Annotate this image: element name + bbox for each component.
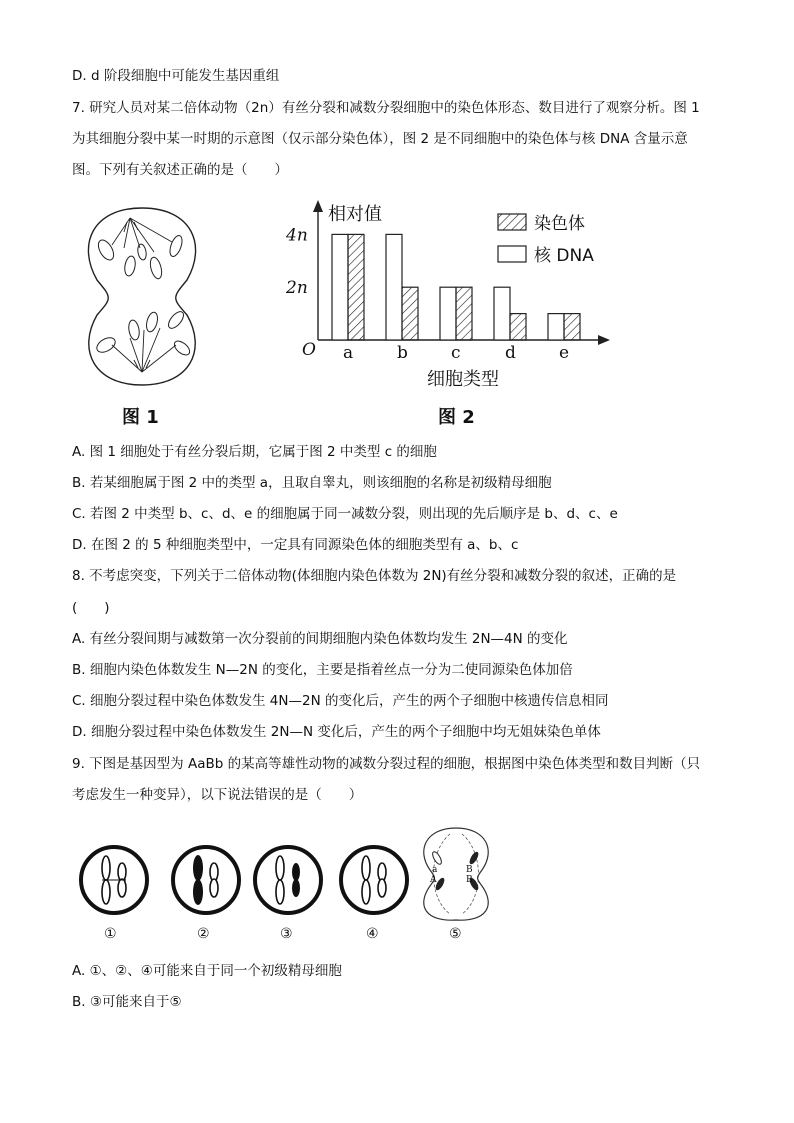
bar-dna-e [548, 314, 564, 340]
y-axis-label: 相对值 [328, 204, 382, 225]
q8-option-a: A. 有丝分裂间期与减数第一次分裂前的间期细胞内染色体数均发生 2N—4N 的变化 [72, 631, 568, 647]
q7-option-c: C. 若图 2 中类型 b、c、d、e 的细胞属于同一减数分裂，则出现的先后顺序是 b、d、c、e [72, 506, 618, 522]
legend-label-dna: 核 DNA [534, 246, 594, 266]
cell-label-2: ② [197, 926, 210, 942]
x-tick-label-d: d [505, 343, 516, 363]
q9-cell-figures [78, 822, 498, 922]
q8-option-d: D. 细胞分裂过程中染色体数发生 2N—N 变化后，产生的两个子细胞中均无姐妹染色单体 [72, 724, 601, 740]
bar-dna-c [440, 287, 456, 340]
x-tick-label-b: b [397, 343, 408, 363]
x-tick-label-c: c [451, 343, 461, 363]
q6-option-d: D. d 阶段细胞中可能发生基因重组 [72, 68, 280, 84]
bar-chromosome-d [510, 314, 526, 340]
bar-chromosome-a [348, 234, 364, 340]
q8-stem-line1: 8. 不考虑突变，下列关于二倍体动物(体细胞内染色体数为 2N)有丝分裂和减数分裂的叙述，正确的是 [72, 568, 677, 584]
figure-1-label: 图 1 [122, 407, 159, 428]
legend-swatch-chromosome [498, 214, 526, 230]
origin-label: O [302, 340, 316, 360]
bar-dna-d [494, 287, 510, 340]
gene-label-B-lower: B [466, 875, 473, 885]
x-axis-arrow [598, 335, 610, 345]
cell-label-1: ① [104, 926, 117, 942]
bar-dna-b [386, 234, 402, 340]
cell-1 [81, 847, 147, 913]
cell-5 [424, 828, 488, 920]
x-axis-label: 细胞类型 [427, 369, 499, 390]
legend-label-chromosome: 染色体 [534, 214, 585, 234]
cell-label-3: ③ [280, 926, 293, 942]
gene-label-A: A [430, 875, 437, 885]
gene-label-a: a [432, 865, 438, 875]
gene-label-B-upper: B [466, 865, 473, 875]
q7-option-a: A. 图 1 细胞处于有丝分裂后期，它属于图 2 中类型 c 的细胞 [72, 444, 437, 460]
q8-option-b: B. 细胞内染色体数发生 N—2N 的变化，主要是指着丝点一分为二使同源染色体加倍 [72, 662, 573, 678]
q7-option-d: D. 在图 2 的 5 种细胞类型中，一定具有同源染色体的细胞类型有 a、b、c [72, 537, 519, 553]
x-tick-label-e: e [559, 343, 570, 363]
y-tick-label: 2n [286, 278, 308, 299]
q7-stem-line2: 为其细胞分裂中某一时期的示意图（仅示部分染色体），图 2 是不同细胞中的染色体与核 DNA 含量示意 [72, 131, 688, 147]
cell-2 [173, 847, 239, 913]
q7-stem-line3: 图。下列有关叙述正确的是（ ） [72, 162, 288, 178]
legend-swatch-dna [498, 246, 526, 262]
q9-option-b: B. ③可能来自于⑤ [72, 994, 182, 1010]
q8-stem-line2: ( ) [72, 600, 110, 616]
bar-dna-a [332, 234, 348, 340]
y-axis-arrow [313, 200, 323, 212]
q7-option-b: B. 若某细胞属于图 2 中的类型 a，且取自睾丸，则该细胞的名称是初级精母细胞 [72, 475, 552, 491]
q7-stem-line1: 7. 研究人员对某二倍体动物（2n）有丝分裂和减数分裂细胞中的染色体形态、数目进行了观察分析。图 1 [72, 100, 700, 116]
figure-1-cell-diagram [72, 200, 212, 390]
bar-chromosome-b [402, 287, 418, 340]
bar-chromosome-c [456, 287, 472, 340]
cell-4 [341, 847, 407, 913]
cell-label-4: ④ [366, 926, 379, 942]
q9-option-a: A. ①、②、④可能来自于同一个初级精母细胞 [72, 963, 342, 979]
cell-3 [255, 847, 321, 913]
q8-option-c: C. 细胞分裂过程中染色体数发生 4N—2N 的变化后，产生的两个子细胞中核遗传信息相同 [72, 693, 609, 709]
figure-2-bar-chart [280, 198, 620, 398]
y-tick-label: 4n [286, 225, 308, 246]
q9-stem-line1: 9. 下图是基因型为 AaBb 的某高等雄性动物的减数分裂过程的细胞，根据图中染色体类型和数目判断（只 [72, 756, 701, 772]
cell-label-5: ⑤ [449, 926, 462, 942]
figure-2-label: 图 2 [438, 407, 475, 428]
x-tick-label-a: a [343, 343, 354, 363]
bar-chromosome-e [564, 314, 580, 340]
q9-stem-line2: 考虑发生一种变异），以下说法错误的是（ ） [72, 787, 363, 803]
